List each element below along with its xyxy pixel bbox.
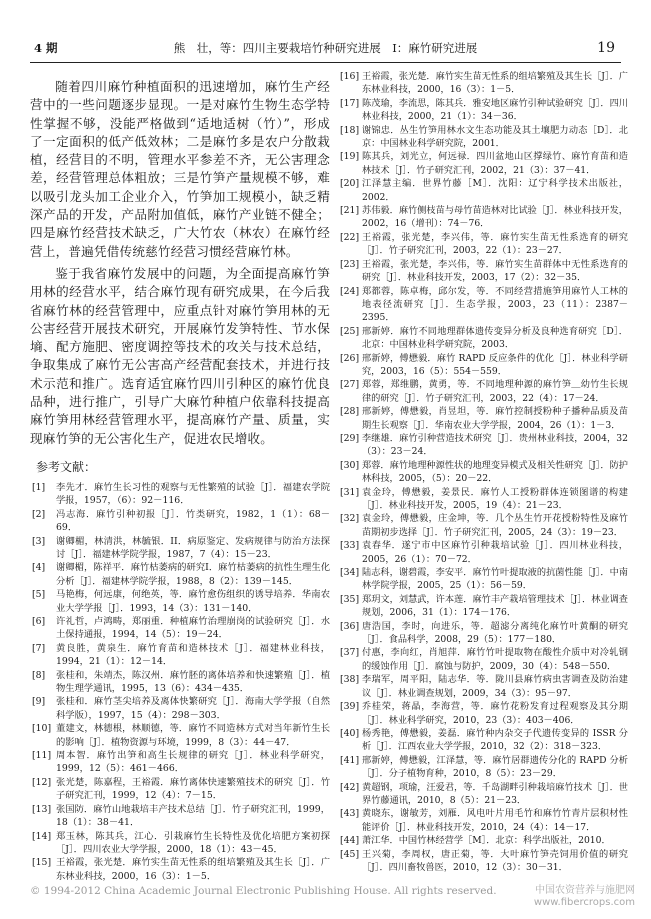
reference-text: 王裕霞，张光楚，李兴伟，等．麻竹实生苗群体中无性系选育的研究［J］．林业科技开发，2003，17（2）：32－35．	[362, 258, 628, 284]
reference-number: [27]	[340, 379, 360, 391]
reference-number: [37]	[340, 647, 360, 659]
issue-number: 4 期	[34, 41, 58, 55]
reference-text: 陈茂瑜，李流思，陈其兵．雅安地区麻竹引种试验研究［J］．四川林业科技，2000，21（1）：34－36．	[362, 97, 628, 123]
reference-text: 李瑞军，周平阳，陆志华．等．陇川县麻竹病虫害调查及防治建议［J］．林业调查规划，2009，34（3）：95－97．	[362, 674, 628, 699]
reference-number: [41]	[340, 754, 360, 766]
reference-number: [26]	[340, 352, 360, 364]
reference-item	[338, 539, 628, 566]
reference-item	[338, 204, 628, 231]
reference-text: 邢新婷，傅懋毅，江泽慧，等．麻竹居群遗传分化的 RAPD 分析［J］．分子植物育种，2010，8（5）：23－29．	[362, 754, 628, 780]
reference-text: 郑蓉，郑维鹏，黄勇，等．不同地理种源的麻竹笋＿幼竹生长规律的研究［J］．竹子研究汇刊，2003，22（4）：17－24．	[362, 379, 628, 404]
reference-item	[338, 754, 628, 781]
reference-text: 郑玉林，陈其兵，江心．引栽麻竹生长特性及优化培肥方案初探［J］．四川农业大学学报，2000，18（1）：43－45．	[56, 830, 330, 855]
reference-item	[30, 803, 330, 830]
reference-number: [38]	[340, 674, 360, 686]
reference-text: 许礼哲，卢鸿畴，郑丽重．种植麻竹治理崩岗的试验研究［J］．水土保持通报，1994，14（5）：19－24．	[56, 616, 330, 641]
reference-text: 邢新婷，傅懋毅，肖昱坦，等．麻竹控制授粉种子播种品质及苗期生长观察［J］．华南农业大学学报，2004，26（1）：1－3．	[362, 406, 628, 431]
reference-number: [10]	[32, 723, 52, 735]
reference-item	[30, 561, 330, 588]
reference-text: 郑玥文，刘慧武，许本莲．麻竹丰产栽培管理技术［J］．林业调查规划，2006，31（1）：174－176．	[362, 593, 628, 619]
page-number: 19	[597, 40, 615, 56]
reference-item	[30, 535, 330, 562]
reference-item	[338, 646, 628, 673]
reference-number: [3]	[32, 535, 46, 547]
body-paragraph-2: 鉴于我省麻竹发展中的问题，为全面提高麻竹笋用林的经营水平，结合麻竹现有研究成果，在今后我省麻竹林的经营管理中，应重点针对麻竹笋用林的无公害经营开展技术研究，开展麻竹发笋特性、节水保墒、配方施肥、密度调控等技术的攻关与技术总结，争取集成了麻竹无公害高产经营配套技术，并进行技术示范和推广。选育适宜麻竹四川引种区的麻竹优良品种，进行推广，引导广大麻竹种植户依靠科技提高麻竹笋用林经营管理水平，提高麻竹产量、质量，实现麻竹笋的无公害化生产，促进农民增收。	[30, 265, 330, 446]
body-paragraph-1: 随着四川麻竹种植面积的迅速增加，麻竹生产经营中的一些问题逐步显现。一是对麻竹生物生态学特性掌握不够，没能严格做到“适地适树（竹）”，形成了一定面积的低产低效林；二是麻竹多是农户分散栽植，经营目的不明，管理水平参差不齐，无公害理念差，经营管理总体粗放；三是竹笋产量规模不够，难以吸引龙头加工企业介入，竹笋加工规模小，缺乏精深产品的开发，产品附加值低，麻竹产业链不健全；四是麻竹经营技术缺乏，广大竹农（林农）在麻竹经营上，普遍凭借传统慈竹经营习惯经营麻竹林。	[30, 79, 330, 259]
reference-text: 马艳梅，何远康，何绝英，等．麻竹愈伤组织的诱导培养．华南农业大学学报［J］．1993，14（3）：131－140．	[56, 589, 330, 614]
reference-text: 谢卿楣，陈祥平．麻竹枯萎病的研究Ⅰ．麻竹枯萎病的抗性生理生化分析［J］．福建林学院学报，1988，8（2）：139－145．	[56, 562, 330, 587]
reference-text: 李先才．麻竹生长习性的观察与无性繁殖的试验［J］．福建农学院学报，1957，（6）：92－116．	[56, 481, 330, 507]
reference-item	[338, 807, 628, 834]
reference-text: 冯志海．麻竹引种初报［J］．竹类研究，1982，1（1）：68－69．	[56, 508, 330, 534]
reference-text: 陆志科，谢碧霞，李安平．麻竹竹叶提取液的抗菌性能［J］．中南林学院学报，2005，25（1）：56－59．	[362, 567, 628, 592]
reference-item	[338, 848, 628, 875]
reference-number: [33]	[340, 540, 360, 552]
reference-number: [12]	[32, 776, 52, 788]
reference-number: [19]	[340, 151, 360, 163]
reference-item	[30, 856, 330, 883]
reference-number: [28]	[340, 406, 360, 418]
reference-number: [42]	[340, 781, 360, 793]
reference-text: 周本智．麻竹出笋和高生长规律的研究［J］．林业科学研究，1999，12（5）：461－466．	[56, 750, 330, 775]
reference-item	[338, 352, 628, 379]
reference-item	[338, 231, 628, 258]
reference-text: 邢新婷，傅懋毅．麻竹 RAPD 反应条件的优化［J］．林业科学研究，2003，16（5）：554－559．	[362, 352, 628, 377]
reference-item	[338, 834, 628, 847]
page-footer	[30, 885, 635, 909]
reference-item	[338, 727, 628, 754]
reference-item	[338, 325, 628, 352]
reference-number: [24]	[340, 285, 360, 297]
reference-text: 郑都蓉，陈卓梅，邱尔发，等．不同经营措施笋用麻竹人工林的地表径流研究［J］．生态学报，2003，23（11）：2387－2395．	[362, 285, 628, 324]
reference-text: 王裕霞，张光楚．麻竹实生苗无性系的组培繁殖及其生长［J］．广东林业科技，2000，16（3）：1－5．	[56, 857, 330, 882]
running-header	[30, 40, 621, 60]
reference-text: 王兴菊，李周权，唐正菊，等．大叶麻竹笋壳饲用价值的研究［J］．四川畜牧兽医，2010，12（3）：30－31．	[362, 848, 628, 873]
reference-text: 袁金玲，傅懋毅，姜景民．麻竹人工授粉群体连锁图谱的构建［J］．林业科技开发，2005，19（4）：21－23．	[362, 486, 628, 511]
reference-item	[30, 669, 330, 696]
reference-text: 唐浩国，李时，向进乐，等．超滤分离纯化麻竹叶黄酮的研究［J］．食品科学，2008，29（5）：177－180．	[362, 620, 628, 646]
reference-number: [32]	[340, 513, 360, 525]
reference-text: 黄良胜，黄泉生．麻竹育苗和造林技术［J］．福建林业科技，1994，21（1）：12－14．	[56, 642, 330, 668]
reference-text: 袁春华．遂宁市中区麻竹引种栽培试验［J］．四川林业科技，2005，26（1）：70－72．	[362, 540, 628, 565]
reference-number: [11]	[32, 750, 52, 762]
reference-number: [15]	[32, 857, 52, 869]
reference-number: [17]	[340, 97, 360, 109]
reference-number: [16]	[340, 71, 360, 82]
reference-number: [23]	[340, 258, 360, 270]
reference-text: 邢新婷．麻竹不同地理群体遗传变异分析及良种选育研究［D］．北京：中国林业科学研究院，2003．	[362, 325, 628, 351]
reference-number: [31]	[340, 486, 360, 498]
reference-item	[338, 150, 628, 177]
reference-number: [21]	[340, 205, 360, 217]
reference-item	[30, 722, 330, 749]
reference-number: [40]	[340, 727, 360, 739]
reference-number: [14]	[32, 830, 52, 842]
reference-text: 乔桂荣，蒋晶，李海营，等．麻竹花粉发育过程观察及其分期［J］．林业科学研究，2010，23（3）：403－406．	[362, 701, 628, 726]
reference-item	[30, 830, 330, 857]
reference-item	[338, 673, 628, 700]
reference-item	[338, 97, 628, 124]
references-list-left	[30, 481, 330, 883]
header-rule	[30, 62, 621, 63]
reference-number: [13]	[32, 803, 52, 815]
reference-item	[338, 620, 628, 647]
reference-number: [30]	[340, 459, 360, 471]
reference-text: 萧江华．中国竹林经营学［M］．北京：科学出版社，2010．	[362, 835, 611, 847]
reference-text: 张国防．麻竹山地栽培丰产技术总结［J］．竹子研究汇刊，1999，18（1）：38－41．	[56, 803, 330, 829]
reference-number: [25]	[340, 325, 360, 337]
reference-text: 董建文，林德根，林顺德，等．麻竹不同造林方式对当年新竹生长的影响［J］．植物资源与环境，1999，8（3）：44－47．	[56, 723, 330, 748]
reference-number: [22]	[340, 231, 360, 243]
reference-item	[338, 512, 628, 539]
reference-item	[338, 285, 628, 325]
reference-number: [35]	[340, 593, 360, 605]
reference-item	[338, 70, 628, 97]
reference-number: [2]	[32, 508, 46, 520]
reference-text: 黄超钢，项瑜，汪爱君，等．千岛湖畔引种栽培麻竹技术［J］．世界竹藤通讯，2010，8（5）：21－23．	[362, 781, 628, 806]
reference-number: [5]	[32, 589, 46, 601]
reference-number: [6]	[32, 616, 46, 627]
reference-text: 张光楚，陈嘉程，王裕霞．麻竹离体快速繁殖技术的研究［J］．竹子研究汇刊，1999，12（4）：7－15．	[56, 776, 330, 802]
reference-item	[30, 776, 330, 803]
reference-number: [7]	[32, 642, 46, 654]
reference-number: [45]	[340, 848, 360, 860]
references-heading: 参考文献：	[36, 459, 97, 474]
reference-item	[338, 378, 628, 405]
reference-number: [4]	[32, 562, 46, 574]
reference-number: [9]	[32, 696, 46, 708]
site-watermark	[534, 885, 635, 909]
references-list-right	[338, 70, 628, 874]
reference-item	[30, 615, 330, 642]
reference-item	[338, 124, 628, 151]
reference-item	[338, 700, 628, 727]
reference-item	[338, 432, 628, 459]
reference-text: 苏伟毅．麻竹侧枝苗与母竹苗造林对比试验［J］．林业科技开发，2002，16（增刊）：74－76．	[362, 205, 628, 230]
reference-text: 张桂和，朱靖杰，陈汉州．麻竹胚的离体培养和快速繁殖［J］．植物生理学通讯，1995，13（6）：434－435．	[56, 669, 330, 695]
copyright-notice: © 1994-2012 China Academic Journal Electronic Publishing House. All rights reserved.	[30, 885, 497, 897]
reference-text: 陈其兵，刘光立，何远禄．四川盆地山区撑绿竹、麻竹育苗和造林技术［J］．竹子研究汇刊，2002，21（3）：37－41．	[362, 151, 628, 176]
reference-text: 江泽慧主编．世界竹藤［M］．沈阳：辽宁科学技术出版社，2002．	[362, 178, 628, 203]
reference-text: 王裕霞，张光楚，李兴伟，等．麻竹实生苗无性系选育的研究［J］．竹子研究汇刊，2003，22（1）：23－27．	[362, 231, 628, 257]
reference-number: [1]	[32, 481, 46, 493]
reference-item	[338, 459, 628, 486]
reference-number: [34]	[340, 567, 360, 579]
reference-item	[30, 588, 330, 615]
reference-item	[30, 695, 330, 722]
right-column	[338, 70, 628, 874]
reference-text: 谢卿楣，林清洪，林毓银．II．病原鉴定、发病规律与防治方法探讨［J］．福建林学院学报，1987，7（4）：15－23．	[56, 535, 330, 560]
reference-item	[30, 481, 330, 508]
reference-item	[30, 508, 330, 535]
reference-number: [29]	[340, 432, 360, 444]
reference-item	[338, 405, 628, 432]
reference-number: [43]	[340, 808, 360, 820]
reference-number: [44]	[340, 835, 360, 847]
reference-number: [20]	[340, 178, 360, 190]
reference-text: 袁金玲，傅懋毅，庄金坤，等．几个丛生竹开花授粉特性及麻竹苗期初步选择［J］．竹子研究汇刊，2005，24（3）：19－23．	[362, 513, 628, 538]
reference-item	[30, 642, 330, 669]
reference-item	[338, 566, 628, 593]
left-column	[30, 78, 330, 883]
watermark-line-2: www.fibercrops.com	[533, 897, 635, 908]
reference-text: 谢锦忠．丛生竹笋用林水文生态功能及其土壤肥力动态［D］．北京：中国林业科学研究院，2001．	[362, 124, 628, 150]
reference-text: 王裕霞，张光楚．麻竹实生苗无性系的组培繁殖及其生长［J］．广东林业科技，2000，16（3）：1－5．	[362, 71, 628, 96]
reference-text: 黄晓东，谢敏芳，刘雁．风电叶片用毛竹和麻竹竹青片层积材性能评价［J］．林业科技开发，2010，24（4）：14－17．	[362, 808, 628, 833]
reference-item	[338, 593, 628, 620]
reference-item	[338, 177, 628, 204]
running-title: 熊 壮，等：四川主要栽培竹种研究进展 Ⅰ：麻竹研究进展	[173, 41, 478, 55]
reference-text: 李继雄．麻竹引种营造技术研究［J］．贵州林业科技，2004，32（3）：23－24．	[362, 432, 628, 458]
watermark-line-1: 中国农资营养与施肥网	[535, 885, 635, 896]
reference-text: 杨秀艳，傅懋毅，姜磊．麻竹种内杂交子代遗传变异的 ISSR 分析［J］．江西农业大学学报，2010，32（2）：318－323．	[362, 727, 628, 753]
reference-number: [39]	[340, 701, 360, 713]
reference-number: [36]	[340, 620, 360, 632]
reference-text: 付惠，李向红，肖旭萍．麻竹竹叶提取物在酸性介质中对冷轧钢的缓蚀作用［J］．腐蚀与防护，2009，30（4）：548－550．	[362, 647, 628, 672]
reference-item	[30, 749, 330, 776]
reference-item	[338, 781, 628, 808]
reference-item	[338, 258, 628, 285]
reference-number: [8]	[32, 669, 46, 681]
reference-text: 张桂和．麻竹茎尖培养及离体快繁研究［J］．海南大学学报（自然科学版），1997，15（4）：298－303．	[56, 696, 330, 721]
reference-number: [18]	[340, 124, 360, 136]
reference-text: 郑蓉．麻竹地理种源性状的地理变异模式及相关性研究［J］．防护林科技，2005，（5）：20－22．	[362, 459, 628, 485]
reference-item	[338, 486, 628, 513]
